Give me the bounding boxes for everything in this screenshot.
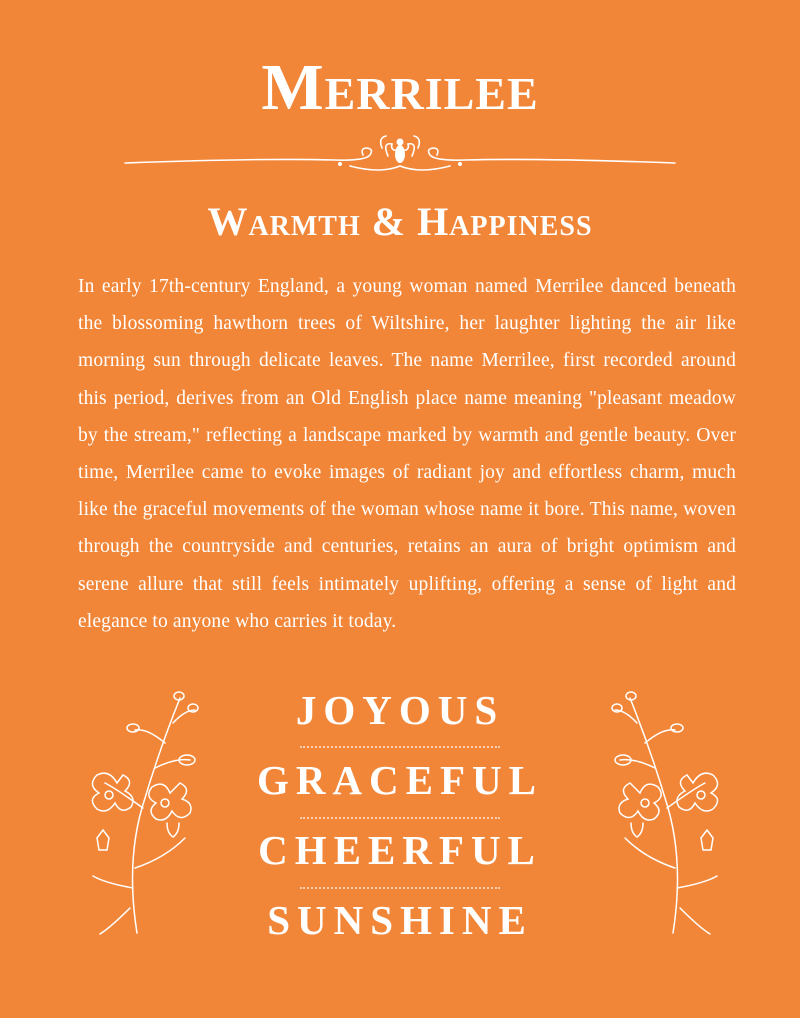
ornamental-divider-icon [120, 130, 680, 180]
trait-word: CHEERFUL [258, 827, 542, 873]
page-title: Merrilee [261, 51, 539, 124]
floral-branch-icon [75, 688, 205, 938]
dotted-divider [300, 746, 500, 748]
floral-branch-icon [605, 688, 735, 938]
trait-word: GRACEFUL [256, 757, 544, 803]
dotted-divider [300, 817, 500, 819]
page-subtitle: Warmth & Happiness [207, 199, 593, 244]
name-story-paragraph: In early 17th-century England, a young woman named Merrilee danced beneath the blossoming hawthorn trees of Wiltshire, her laughter lighting the air like morning sun through delicate leaves. The name Merrilee, first recorded around this period, derives from an Old English place name meaning "pleasant meadow by the stream," reflecting a landscape marked by warmth and gentle beauty. Over time, Merrilee came to evoke images of radiant joy and effortless charm, much like the graceful movements of the woman whose name it bore. This name, woven through the countryside and centuries, retains an aura of bright optimism and serene allure that still feels intimately uplifting, offering a sense of light and elegance to anyone who carries it today. [78, 276, 736, 632]
trait-word: SUNSHINE [267, 897, 533, 943]
trait-word: JOYOUS [295, 687, 505, 733]
dotted-divider [300, 887, 500, 889]
